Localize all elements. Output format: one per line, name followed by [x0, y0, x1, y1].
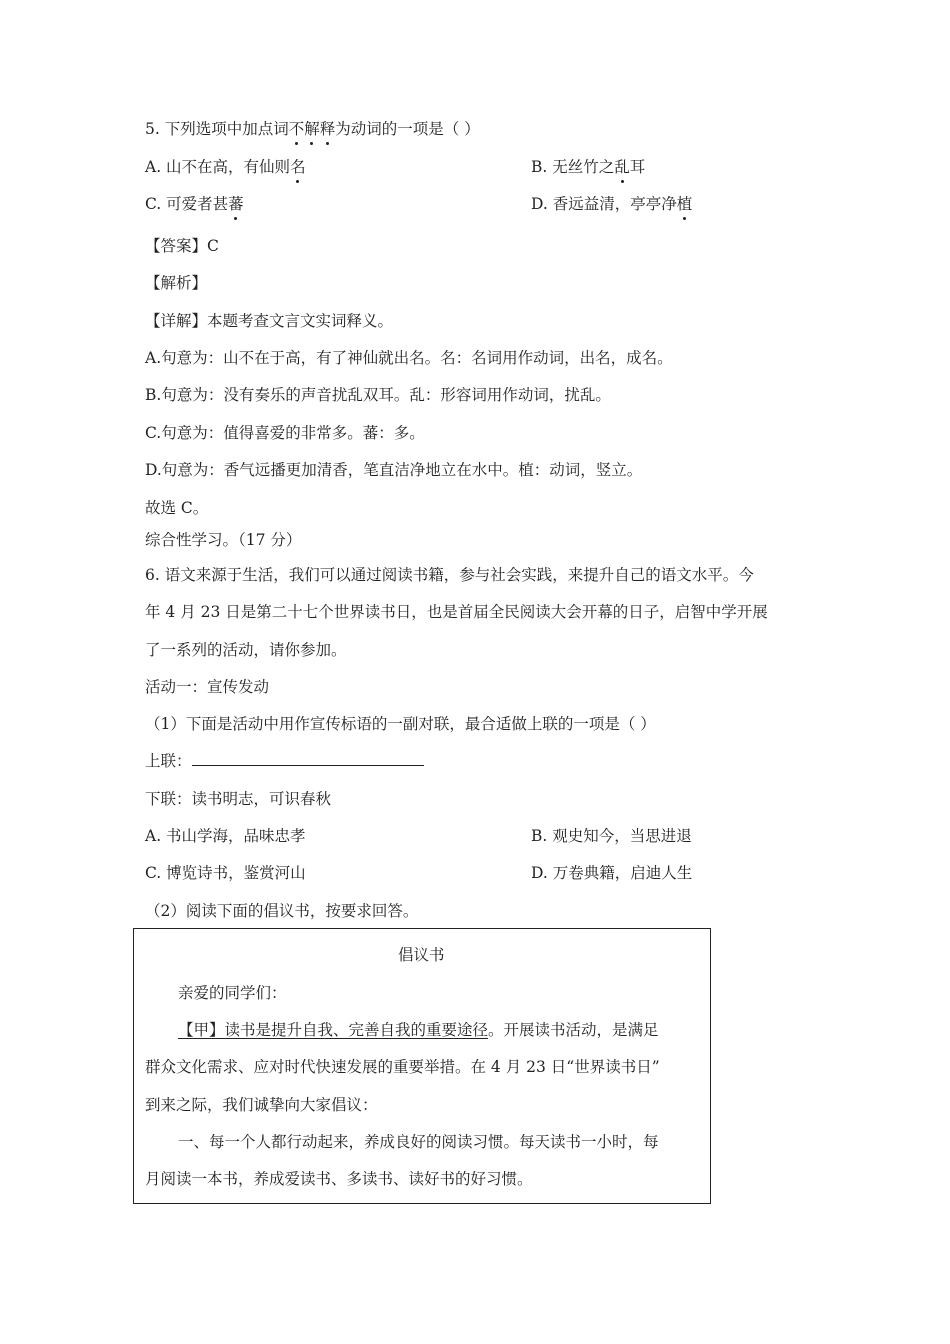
q5-explanation-d: D.句意为：香气远播更加清香，笔直洁净地立在水中。植：动词，竖立。: [145, 461, 643, 479]
q6-option-a: A. 书山学海，品味忠孝: [145, 827, 306, 845]
proposal-paragraph1-line1: 【甲】读书是提升自我、完善自我的重要途径。开展读书活动，是满足: [178, 1021, 659, 1039]
q6-stem-line2: 年 4 月 23 日是第二十七个世界读书日，也是首届全民阅读大会开幕的日子，启智中学开展: [145, 603, 768, 621]
q6-upper-couplet: 上联：: [145, 751, 424, 771]
q5-stem: 5. 下列选项中加点词不解释为动词的一项是（ ）: [145, 120, 480, 138]
q5-answer: 【答案】C: [145, 237, 219, 255]
q5-option-d: D. 香远益清，亭亭净植: [531, 195, 693, 213]
q5-explanation-a: A.句意为：山不在于高，有了神仙就出名。名：名词用作动词，出名，成名。: [145, 349, 673, 367]
q6-stem-line1: 6. 语文来源于生活，我们可以通过阅读书籍，参与社会实践，来提升自己的语文水平。今: [145, 566, 754, 584]
q5-option-a: A. 山不在高，有仙则名: [145, 158, 306, 176]
upper-couplet-blank[interactable]: [192, 751, 424, 766]
jia-sentence: 读书是提升自我、完善自我的重要途径: [224, 1021, 489, 1039]
q6-option-c: C. 博览诗书，鉴赏河山: [145, 864, 306, 882]
q5-option-c: C. 可爱者甚蕃: [145, 195, 244, 213]
q6-option-d: D. 万卷典籍，启迪人生: [531, 864, 693, 882]
proposal-paragraph2-line1: 一、每一个人都行动起来，养成良好的阅读习惯。每天读书一小时，每: [178, 1133, 659, 1151]
q6-sub2: （2）阅读下面的倡议书，按要求回答。: [145, 902, 419, 920]
q6-stem-line3: 了一系列的活动，请你参加。: [145, 641, 347, 659]
jia-mark: 【甲】: [178, 1021, 225, 1039]
proposal-paragraph1-line2: 群众文化需求、应对时代快速发展的重要举措。在 4 月 23 日“世界读书日”: [145, 1058, 660, 1076]
q5-analysis-heading: 【解析】: [145, 274, 208, 292]
q6-sub1: （1）下面是活动中用作宣传标语的一副对联，最合适做上联的一项是（ ）: [145, 715, 656, 733]
q5-detail: 【详解】本题考查文言文实词释义。: [145, 312, 394, 330]
q6-activity1: 活动一：宣传发动: [145, 678, 270, 696]
proposal-title: 倡议书: [398, 946, 445, 964]
q5-explanation-c: C.句意为：值得喜爱的非常多。蕃：多。: [145, 424, 425, 442]
q5-option-b: B. 无丝竹之乱耳: [531, 158, 646, 176]
section-heading: 综合性学习。（17 分）: [145, 531, 302, 549]
q6-lower-couplet: 下联：读书明志，可识春秋: [145, 790, 332, 808]
q5-explanation-b: B.句意为：没有奏乐的声音扰乱双耳。乱：形容词用作动词，扰乱。: [145, 386, 611, 404]
proposal-greeting: 亲爱的同学们：: [178, 984, 287, 1002]
proposal-paragraph2-line2: 月阅读一本书，养成爱读书、多读书、读好书的好习惯。: [145, 1170, 533, 1188]
proposal-paragraph1-line3: 到来之际，我们诚挚向大家倡议：: [145, 1096, 378, 1114]
q6-option-b: B. 观史知今，当思进退: [531, 827, 692, 845]
q5-choose: 故选 C。: [145, 499, 209, 517]
